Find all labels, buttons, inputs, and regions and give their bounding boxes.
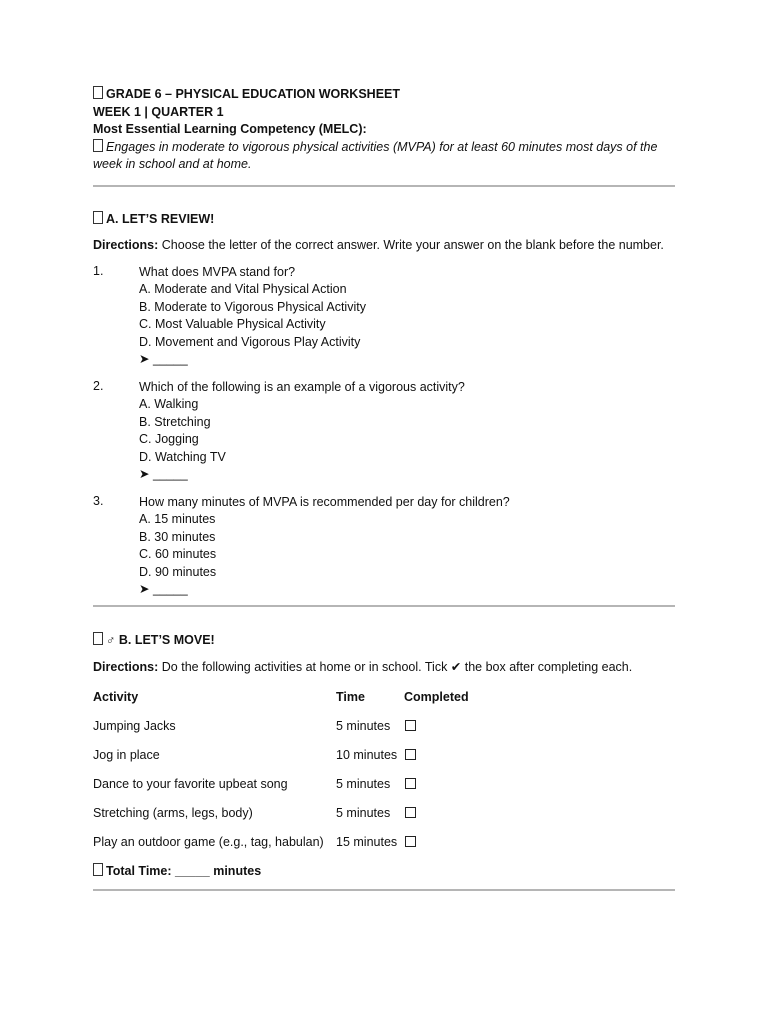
completed-checkbox[interactable] xyxy=(405,720,416,731)
completed-checkbox[interactable] xyxy=(405,778,416,789)
question-3 xyxy=(93,493,675,599)
time-cell: 5 minutes xyxy=(336,805,391,820)
activity-cell: Stretching (arms, legs, body) xyxy=(93,805,253,820)
section-b-directions: Directions: Do the following activities at home or in school. Tick ✔ the box after completing each. xyxy=(93,660,633,674)
missing-glyph-icon xyxy=(93,863,103,876)
completed-checkbox[interactable] xyxy=(405,749,416,760)
column-header: Time xyxy=(336,689,365,704)
divider xyxy=(93,889,675,891)
table-row xyxy=(93,770,469,799)
option: D. Movement and Vigorous Play Activity xyxy=(139,334,361,349)
table-row xyxy=(93,828,469,857)
week-quarter: WEEK 1 | QUARTER 1 xyxy=(93,104,224,119)
time-cell: 15 minutes xyxy=(336,834,398,849)
question-2 xyxy=(93,378,675,484)
total-time: Total Time: _____ minutes xyxy=(93,863,675,881)
option: B. Stretching xyxy=(139,414,211,429)
question-number: 2. xyxy=(93,378,104,393)
divider xyxy=(93,605,675,607)
worksheet-page xyxy=(93,86,675,891)
question-number: 1. xyxy=(93,263,104,278)
activity-cell: Jumping Jacks xyxy=(93,718,176,733)
activity-cell: Jog in place xyxy=(93,747,160,762)
melc-text: Engages in moderate to vigorous physical activities (MVPA) for at least 60 minutes most days of the week in school and at home. xyxy=(93,139,658,171)
column-header: Completed xyxy=(404,689,469,704)
completed-cell xyxy=(404,799,469,828)
completed-cell xyxy=(404,770,469,799)
question-number: 3. xyxy=(93,493,104,508)
answer-blank[interactable]: ➤ _____ xyxy=(139,352,188,366)
option: D. 90 minutes xyxy=(139,564,217,579)
option: B. Moderate to Vigorous Physical Activity xyxy=(139,299,366,314)
completed-checkbox[interactable] xyxy=(405,836,416,847)
question-text: What does MVPA stand for? xyxy=(139,264,296,279)
table-row xyxy=(93,741,469,770)
question-text: Which of the following is an example of a vigorous activity? xyxy=(139,379,465,394)
activity-cell: Play an outdoor game (e.g., tag, habulan) xyxy=(93,834,324,849)
time-cell: 5 minutes xyxy=(336,718,391,733)
section-a-title: A. LET’S REVIEW! xyxy=(93,211,675,229)
missing-glyph-icon xyxy=(93,211,103,224)
divider xyxy=(93,185,675,187)
missing-glyph-icon xyxy=(93,632,103,645)
melc-label: Most Essential Learning Competency (MELC): xyxy=(93,122,367,136)
option: A. 15 minutes xyxy=(139,512,216,526)
question-1 xyxy=(93,263,675,369)
section-b-title: ♂ B. LET’S MOVE! xyxy=(93,632,675,650)
table-row xyxy=(93,712,469,741)
completed-cell xyxy=(404,828,469,857)
option: A. Walking xyxy=(139,397,199,411)
option: A. Moderate and Vital Physical Action xyxy=(139,282,347,296)
activity-cell: Dance to your favorite upbeat song xyxy=(93,776,288,791)
completed-checkbox[interactable] xyxy=(405,807,416,818)
time-cell: 10 minutes xyxy=(336,747,398,762)
column-header: Activity xyxy=(93,689,139,704)
missing-glyph-icon xyxy=(93,139,103,152)
missing-glyph-icon xyxy=(93,86,103,99)
question-text: How many minutes of MVPA is recommended per day for children? xyxy=(139,494,510,509)
completed-cell xyxy=(404,741,469,770)
activity-table xyxy=(93,683,469,857)
answer-blank[interactable]: ➤ _____ xyxy=(139,582,188,596)
option: D. Watching TV xyxy=(139,449,226,464)
option: C. Jogging xyxy=(139,432,199,446)
option: C. 60 minutes xyxy=(139,547,217,561)
completed-cell xyxy=(404,712,469,741)
male-sign-icon: ♂ xyxy=(106,632,116,647)
time-cell: 5 minutes xyxy=(336,776,391,791)
answer-blank[interactable]: ➤ _____ xyxy=(139,467,188,481)
table-header-row xyxy=(93,683,469,712)
worksheet-title: GRADE 6 – PHYSICAL EDUCATION WORKSHEET xyxy=(93,86,675,104)
section-a-directions: Directions: Choose the letter of the correct answer. Write your answer on the blank before the number. xyxy=(93,238,664,252)
table-row xyxy=(93,799,469,828)
option: C. Most Valuable Physical Activity xyxy=(139,317,326,331)
option: B. 30 minutes xyxy=(139,529,216,544)
